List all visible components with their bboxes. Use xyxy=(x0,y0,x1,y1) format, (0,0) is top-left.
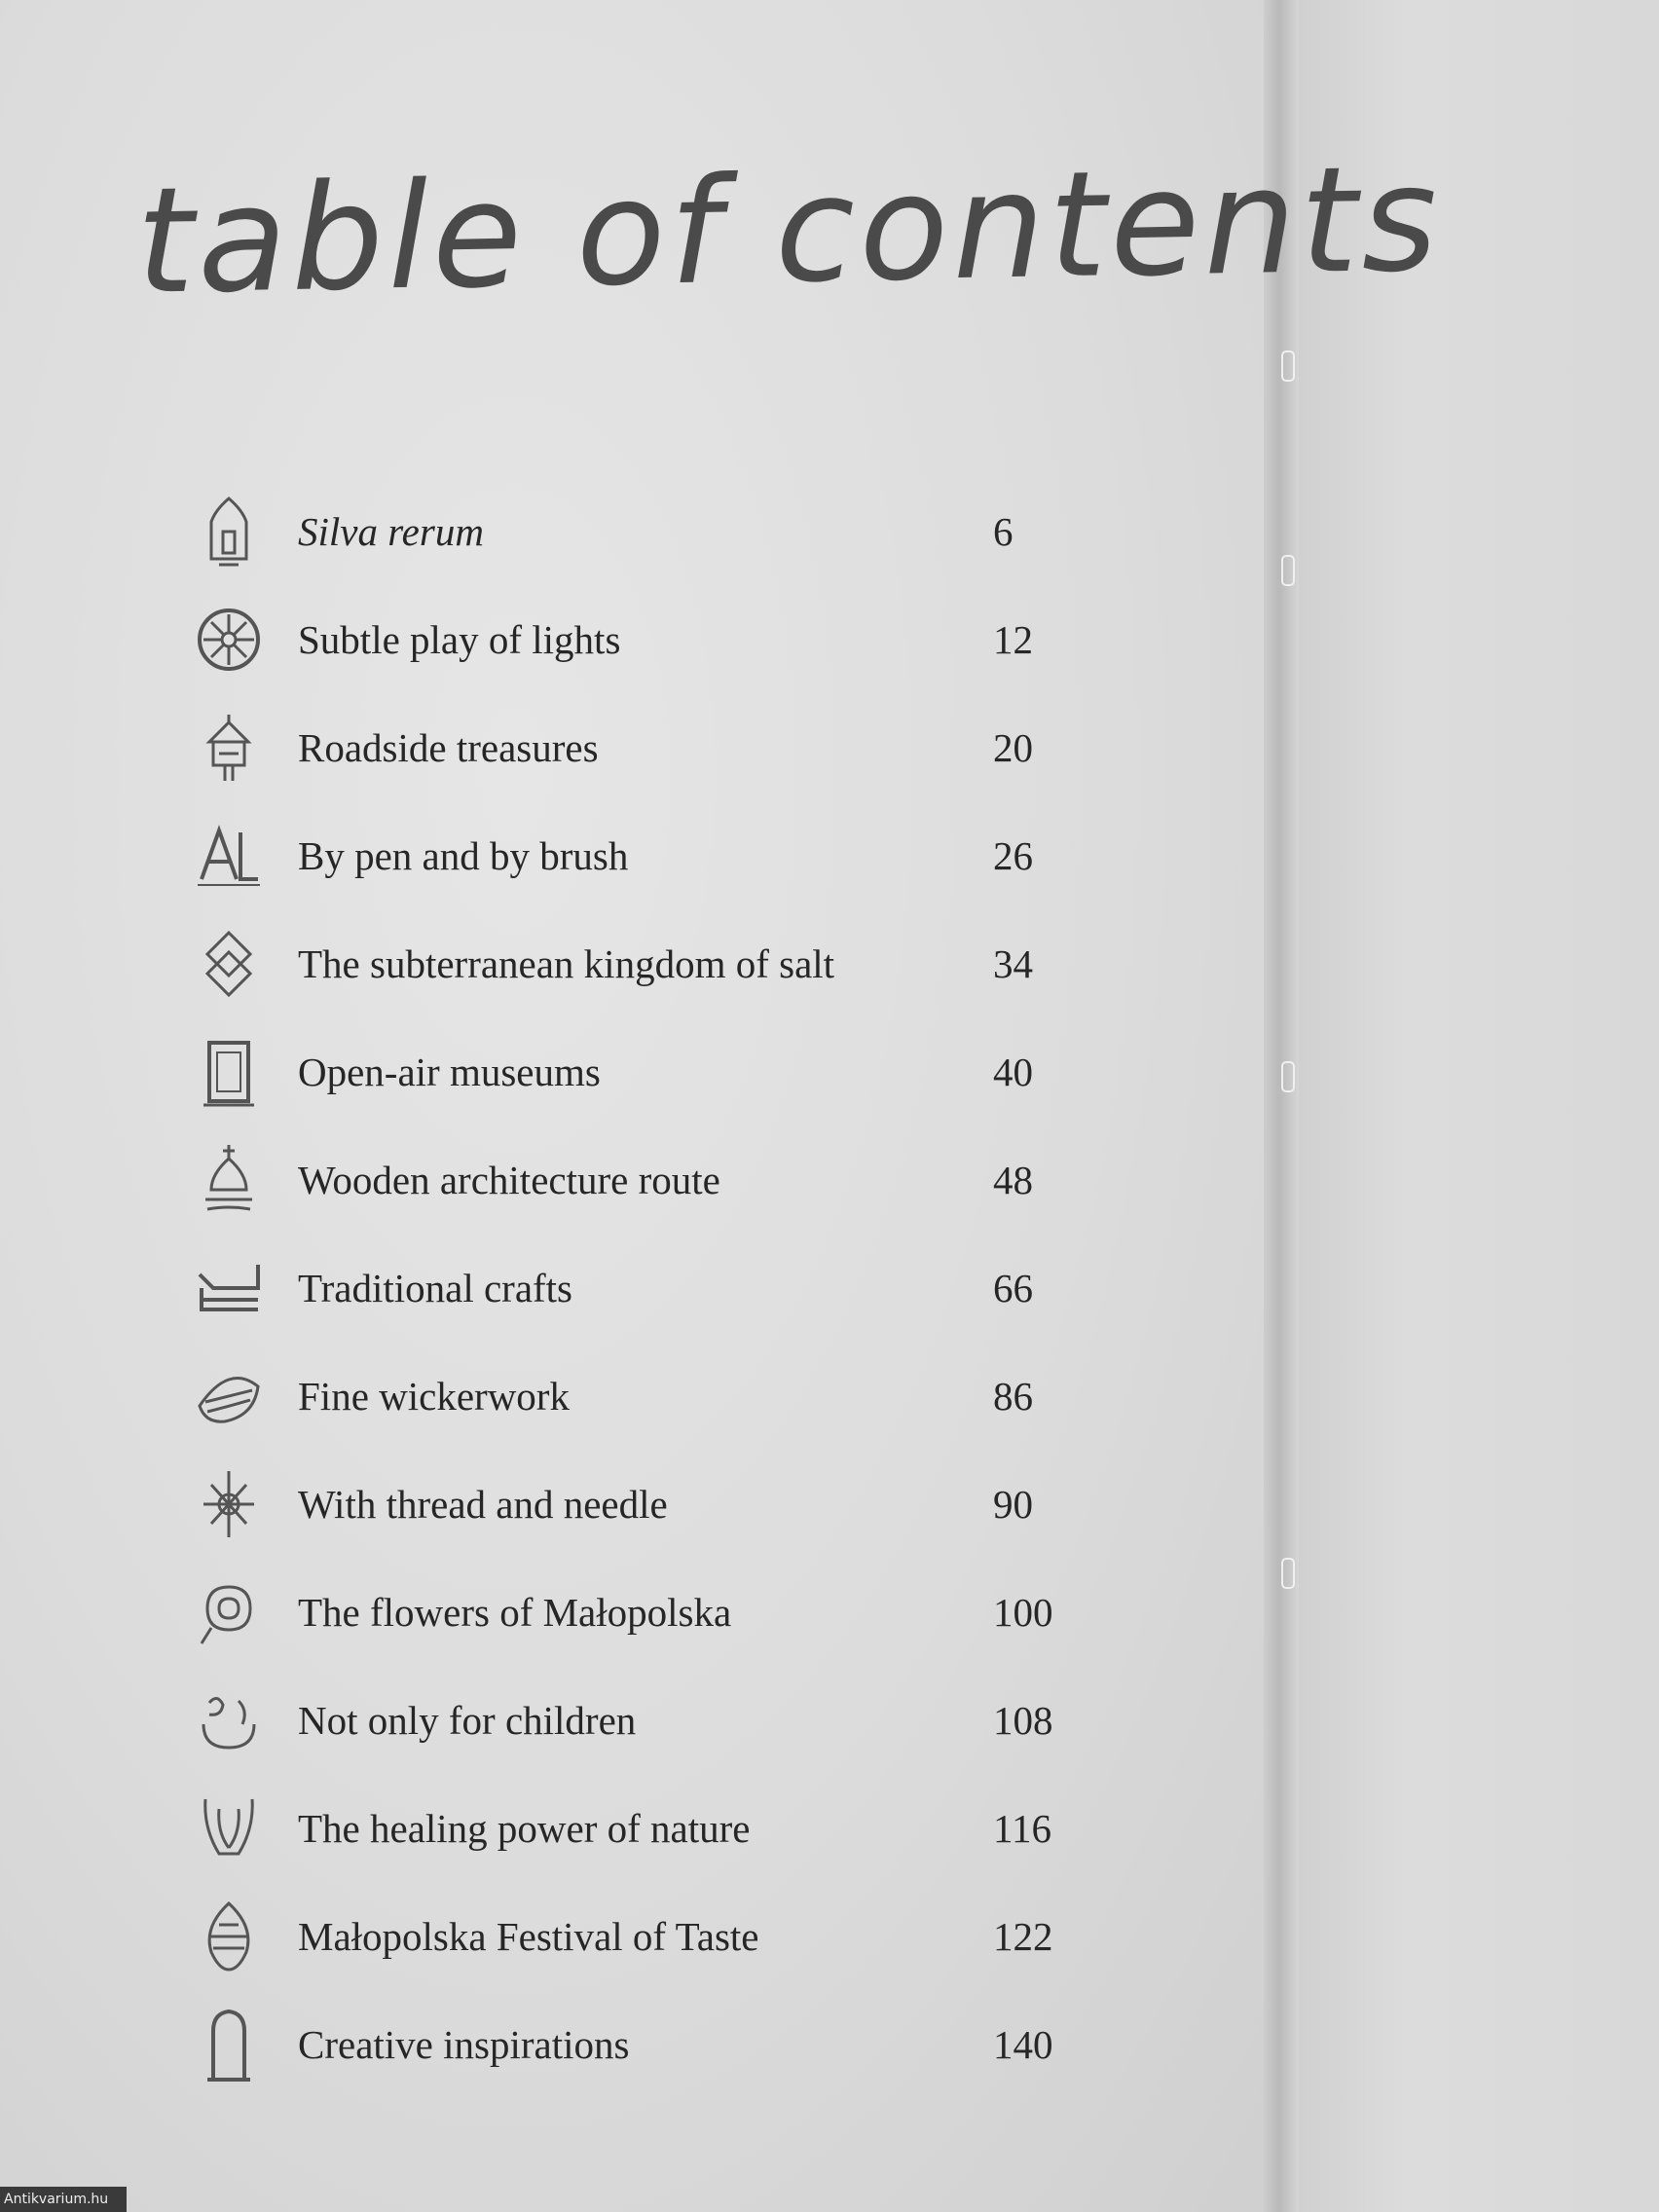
toc-entry xyxy=(185,1342,1081,1450)
toc-entry-title: Subtle play of lights xyxy=(298,616,621,662)
toc-entry-page: 12 xyxy=(993,616,1033,662)
toc-entry-page: 140 xyxy=(993,2021,1053,2067)
toc-entry-page: 6 xyxy=(993,508,1014,554)
easter-egg-icon xyxy=(185,1893,273,1980)
toc-entry xyxy=(185,801,1081,909)
arch-icon xyxy=(185,2001,273,2088)
toc-entry-page: 40 xyxy=(993,1049,1033,1094)
table-of-contents xyxy=(185,477,1081,2098)
facing-page xyxy=(1299,0,1659,2212)
toc-entry xyxy=(185,1666,1081,1774)
toc-entry xyxy=(185,1558,1081,1666)
toc-entry-title: Fine wickerwork xyxy=(298,1373,570,1419)
toc-entry-title: By pen and by brush xyxy=(298,832,629,878)
toc-entry-page: 26 xyxy=(993,832,1033,878)
toc-entry-title: The healing power of nature xyxy=(298,1805,751,1851)
cup-icon xyxy=(185,1785,273,1872)
church-dome-icon xyxy=(185,1136,273,1224)
toc-entry-page: 86 xyxy=(993,1373,1033,1419)
toc-entry xyxy=(185,1450,1081,1558)
toc-entry-page: 122 xyxy=(993,1913,1053,1959)
toc-entry-page: 66 xyxy=(993,1265,1033,1310)
rose-icon xyxy=(185,1568,273,1656)
book-gutter xyxy=(1264,0,1299,2212)
toc-entry xyxy=(185,1774,1081,1882)
binding-stitch xyxy=(1281,1558,1295,1589)
toc-entry xyxy=(185,693,1081,801)
toc-entry-page: 20 xyxy=(993,724,1033,770)
toc-entry-page: 90 xyxy=(993,1481,1033,1527)
binding-stitch xyxy=(1281,555,1295,586)
toc-entry xyxy=(185,1882,1081,1990)
toc-entry-title: Silva rerum xyxy=(298,508,484,554)
toc-entry-title: Roadside treasures xyxy=(298,724,599,770)
salt-crystal-icon xyxy=(185,920,273,1008)
toc-entry xyxy=(185,477,1081,585)
toc-entry-page: 108 xyxy=(993,1697,1053,1743)
binding-stitch xyxy=(1281,350,1295,382)
toc-entry-page: 116 xyxy=(993,1805,1051,1851)
embroidery-icon xyxy=(185,1460,273,1548)
toc-entry xyxy=(185,1017,1081,1125)
toc-entry xyxy=(185,909,1081,1017)
toc-entry-title: The subterranean kingdom of salt xyxy=(298,940,835,986)
frame-icon xyxy=(185,1028,273,1116)
initial-letter-icon xyxy=(185,812,273,900)
toc-entry xyxy=(185,585,1081,693)
toc-entry-page: 34 xyxy=(993,940,1033,986)
toc-entry xyxy=(185,1990,1081,2098)
toc-entry xyxy=(185,1234,1081,1342)
binding-stitch xyxy=(1281,1061,1295,1092)
toc-entry-page: 48 xyxy=(993,1157,1033,1202)
shrine-icon xyxy=(185,704,273,792)
basket-icon xyxy=(185,1352,273,1440)
rosette-icon xyxy=(185,596,273,683)
toc-entry-title: Not only for children xyxy=(298,1697,637,1743)
toc-entry-title: The flowers of Małopolska xyxy=(298,1589,732,1635)
loom-icon xyxy=(185,1244,273,1332)
toc-entry-title: Open-air museums xyxy=(298,1049,601,1094)
watermark: Antikvarium.hu xyxy=(0,2187,127,2212)
page-title: table of contents xyxy=(134,134,1443,327)
toc-entry-title: With thread and needle xyxy=(298,1481,668,1527)
toc-entry-title: Małopolska Festival of Taste xyxy=(298,1913,759,1959)
toc-entry-title: Traditional crafts xyxy=(298,1265,573,1310)
gothic-window-icon xyxy=(185,488,273,575)
toc-entry-title: Wooden architecture route xyxy=(298,1157,720,1202)
rooster-toy-icon xyxy=(185,1677,273,1764)
toc-entry xyxy=(185,1125,1081,1234)
toc-entry-page: 100 xyxy=(993,1589,1053,1635)
toc-entry-title: Creative inspirations xyxy=(298,2021,630,2067)
